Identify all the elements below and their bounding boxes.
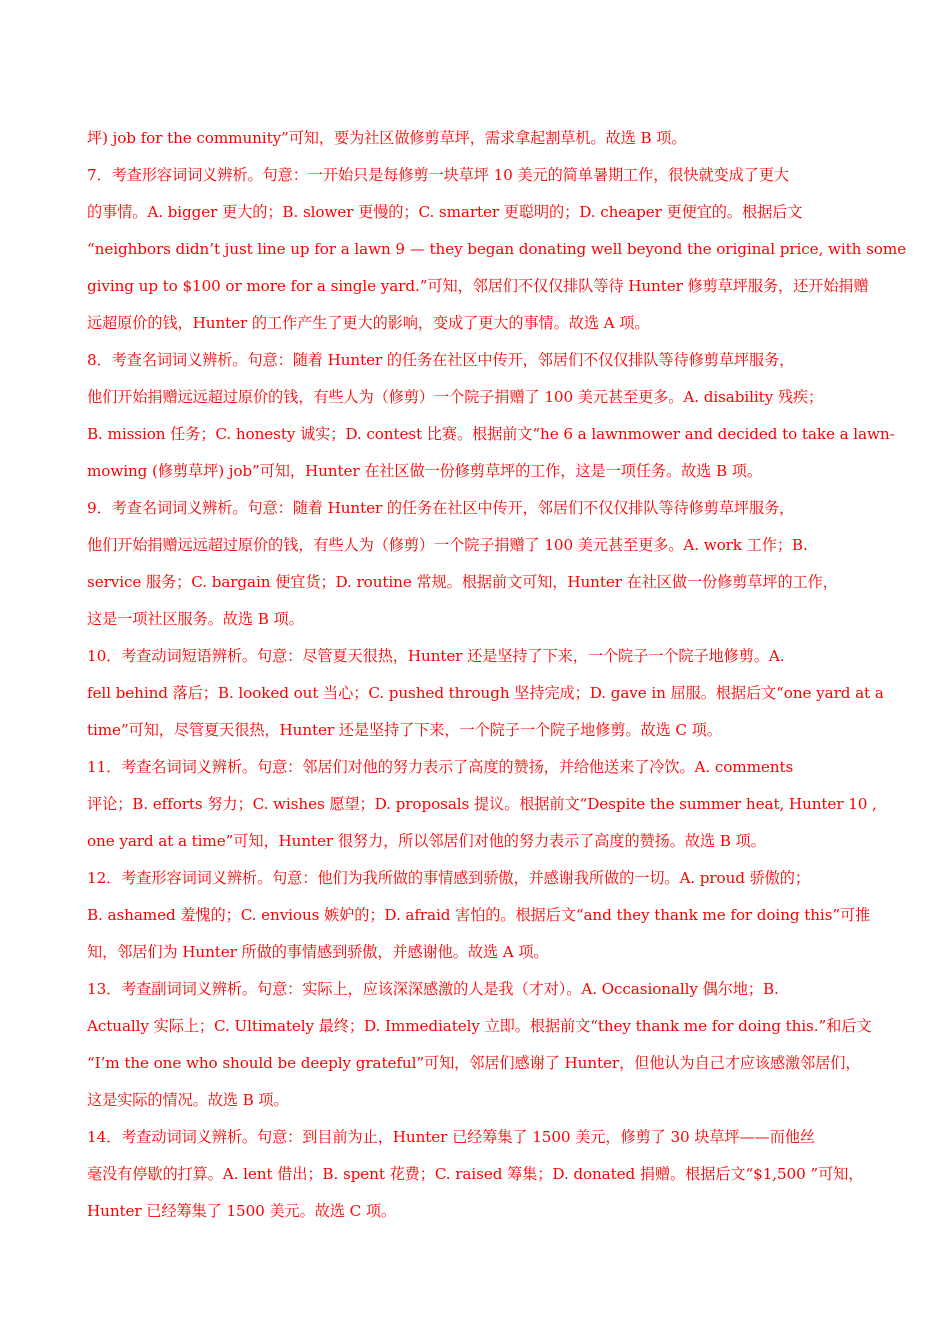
text-line: giving up to $100 or more for a single yard.”可知，邻居们不仅仅排队等待 Hunter 修剪草坪服务，还开始捐赠 [87,277,869,295]
text-line: mowing (修剪草坪) job”可知，Hunter 在社区做一份修剪草坪的工作，这是一项任务。故选 B 项。 [87,462,762,480]
explanation-item [87,342,895,490]
text-line: 知，邻居们为 Hunter 所做的事情感到骄傲，并感谢他。故选 A 项。 [87,943,549,961]
text-line: 9．考查名词词义辨析。句意：随着 Hunter 的任务在社区中传开，邻居们不仅仅排队等待修剪草坪服务， [87,499,795,517]
text-line: 评论；B. efforts 努力；C. wishes 愿望；D. proposals 提议。根据前文“Despite the summer heat, Hunter 10 , [87,795,877,813]
text-line: 14．考查动词词义辨析。句意：到目前为止，Hunter 已经筹集了 1500 美元，修剪了 30 块草坪——而他丝 [87,1128,816,1146]
explanation-item [87,638,884,749]
text-line: fell behind 落后；B. looked out 当心；C. pushed through 坚持完成；D. gave in 屈服。根据后文“one yard at a [87,684,884,702]
text-line: 远超原价的钱，Hunter 的工作产生了更大的影响，变成了更大的事情。故选 A 项。 [87,314,650,332]
text-line: 7．考查形容词词义辨析。句意：一开始只是每修剪一块草坪 10 美元的简单暑期工作，很快就变成了更大 [87,166,789,184]
explanation-item [87,860,869,971]
text-line: “I’m the one who should be deeply grateful”可知，邻居们感谢了 Hunter，但他认为自己才应该感激邻居们， [87,1054,861,1072]
text-line: 的事情。A. bigger 更大的；B. slower 更慢的；C. smarter 更聪明的；D. cheaper 更便宜的。根据后文 [87,203,803,221]
explanation-item [87,490,869,638]
text-line: 11．考查名词词义辨析。句意：邻居们对他的努力表示了高度的赞扬，并给他送来了冷饮。A. comments [87,758,794,776]
text-line: 坪) job for the community”可知，要为社区做修剪草坪，需求拿起割草机。故选 B 项。 [87,129,687,147]
text-line: one yard at a time”可知，Hunter 很努力，所以邻居们对他的努力表示了高度的赞扬。故选 B 项。 [87,832,766,850]
answer-explanations [87,120,907,1230]
explanation-item [87,157,907,342]
text-line: service 服务；C. bargain 便宜货；D. routine 常规。根据前文可知，Hunter 在社区做一份修剪草坪的工作， [87,573,838,591]
text-line: 12．考查形容词词义辨析。句意：他们为我所做的事情感到骄傲，并感谢我所做的一切。A. proud 骄傲的； [87,869,810,887]
text-line: 他们开始捐赠远远超过原价的钱，有些人为（修剪）一个院子捐赠了 100 美元甚至更多。A. disability 残疾； [87,388,824,406]
text-line: Actually 实际上；C. Ultimately 最终；D. Immediately 立即。根据前文“they thank me for doing this.”和后文 [87,1017,872,1035]
explanation-item [87,1119,869,1230]
text-line: 毫没有停歇的打算。A. lent 借出；B. spent 花费；C. raised 筹集；D. donated 捐赠。根据后文“$1,500 ”可知， [87,1165,864,1183]
text-line: B. ashamed 羞愧的；C. envious 嫉妒的；D. afraid 害怕的。根据后文“and they thank me for doing this”可推 [87,906,871,924]
text-line: 10．考查动词短语辨析。句意：尽管夏天很热，Hunter 还是坚持了下来，一个院子一个院子地修剪。A. [87,647,785,665]
text-line: 这是实际的情况。故选 B 项。 [87,1091,289,1109]
text-line: “neighbors didn’t just line up for a lawn 9 — they began donating well beyond the original price, with some [87,240,907,258]
text-line: 8．考查名词词义辨析。句意：随着 Hunter 的任务在社区中传开，邻居们不仅仅排队等待修剪草坪服务， [87,351,795,369]
text-line: 这是一项社区服务。故选 B 项。 [87,610,304,628]
explanation-item [87,971,872,1119]
explanation-item [87,749,877,860]
text-line: B. mission 任务；C. honesty 诚实；D. contest 比赛。根据前文“he 6 a lawnmower and decided to take a lawn- [87,425,895,443]
text-line: Hunter 已经筹集了 1500 美元。故选 C 项。 [87,1202,397,1220]
text-line: 13．考查副词词义辨析。句意：实际上，应该深深感激的人是我（才对）。A. Occasionally 偶尔地；B. [87,980,779,998]
text-line: time”可知，尽管夏天很热，Hunter 还是坚持了下来，一个院子一个院子地修剪。故选 C 项。 [87,721,722,739]
text-line: 他们开始捐赠远远超过原价的钱，有些人为（修剪）一个院子捐赠了 100 美元甚至更多。A. work 工作；B. [87,536,808,554]
continued-paragraph [87,120,869,157]
